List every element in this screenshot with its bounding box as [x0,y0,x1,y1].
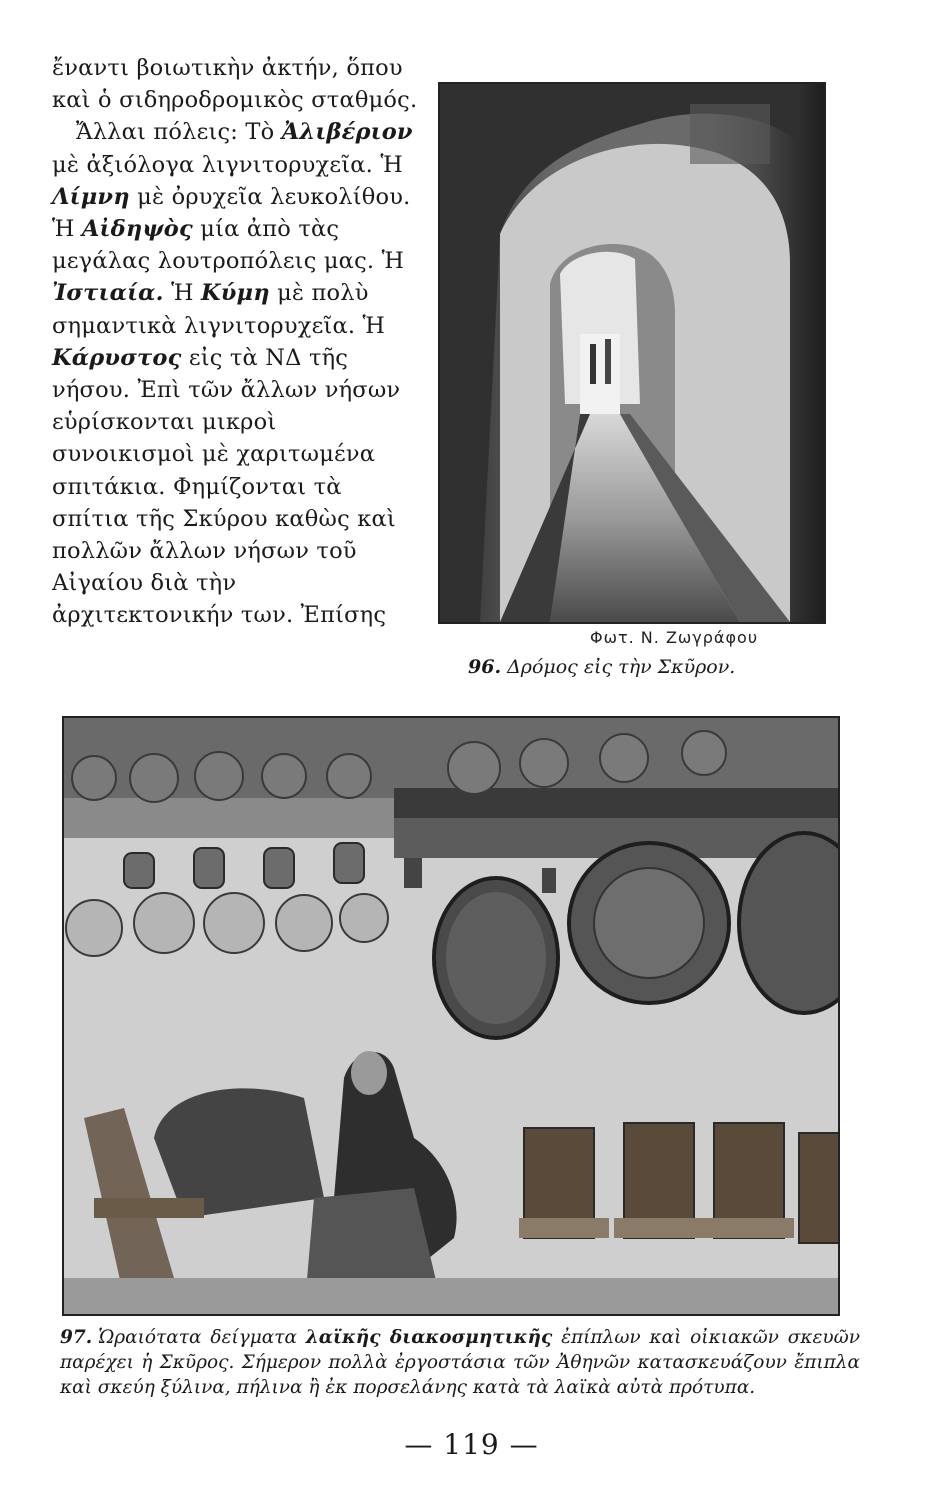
caption-text: Ὡραιότατα δείγματα [98,1327,306,1348]
figure-number: 96. [468,656,502,678]
place-aliverion: Ἀλιβέριον [281,119,413,146]
photo-credit: Φωτ. Ν. Ζωγράφου [590,628,759,647]
street-photo-drawing [440,84,824,622]
place-karystos: Κάρυστος [52,344,182,371]
place-istiaia: Ἰστιαία. [52,280,164,307]
place-kymi: Κύμη [200,280,270,307]
paragraph-2 [52,116,422,631]
figure-97-caption [60,1325,860,1400]
page-number: — 119 — [404,1428,539,1461]
place-aidipsos: Αἰδηψὸς [81,216,193,243]
interior-photo-drawing [64,718,838,1314]
text-run: μὲ ἀξιόλογα λιγνιτορυχεῖα. Ἡ [52,151,403,178]
place-limni: Λίμνη [52,183,130,210]
text-run: μία ἀπὸ τὰς μεγάλας λουτροπόλεις μας. Ἡ [52,216,405,275]
caption-text: ἐπίπλων καὶ οἰκιακῶν σκευῶν παρέχει ἡ Σκῦρος. Σήμερον πολλὰ ἐργοστάσια τῶν Ἀθηνῶν κατασκευάζουν ἔπιπλα καὶ σκεύη ξύλινα, πήλινα ἢ ἐκ πορσελάνης κατὰ τὰ λαϊκὰ αὐτὰ πρότυπα. [60,1327,860,1398]
text-run: Ἄλλαι πόλεις: Τὸ [76,119,282,146]
caption-text: Δρόμος εἰς τὴν Σκῦρον. [507,656,736,678]
figure-number: 97. [60,1327,93,1348]
paragraph-1: ἔναντι βοιωτικὴν ἀκτήν, ὅπου καὶ ὁ σιδηροδρομικὸς σταθμός. [52,55,418,114]
text-run: εἰς τὰ ΝΔ τῆς νήσου. Ἐπὶ τῶν ἄλλων νήσων εὑρίσκονται μικροὶ συνοικισμοὶ μὲ χαριτωμένα σπιτάκια. Φημίζονται τὰ σπίτια τῆς Σκύρου καθὼς καὶ πολλῶν ἄλλων νήσων τοῦ Αἰγαίου διὰ τὴν ἀρχιτεκτονικήν των. Ἐπίσης [52,344,401,629]
text-run: μὲ ὀρυχεῖα λευκολίθου. Ἡ [52,183,411,243]
body-text-column [52,52,422,632]
text-run: Ἡ [163,280,201,307]
figure-96-caption [468,656,828,678]
photo-skyros-interior [62,716,840,1316]
text-run: μὲ πολὺ σημαντικὰ λιγνιτορυχεῖα. Ἡ [52,280,386,339]
photo-skyros-street [438,82,826,624]
caption-emphasis: λαϊκῆς διακοσμητικῆς [305,1327,553,1348]
